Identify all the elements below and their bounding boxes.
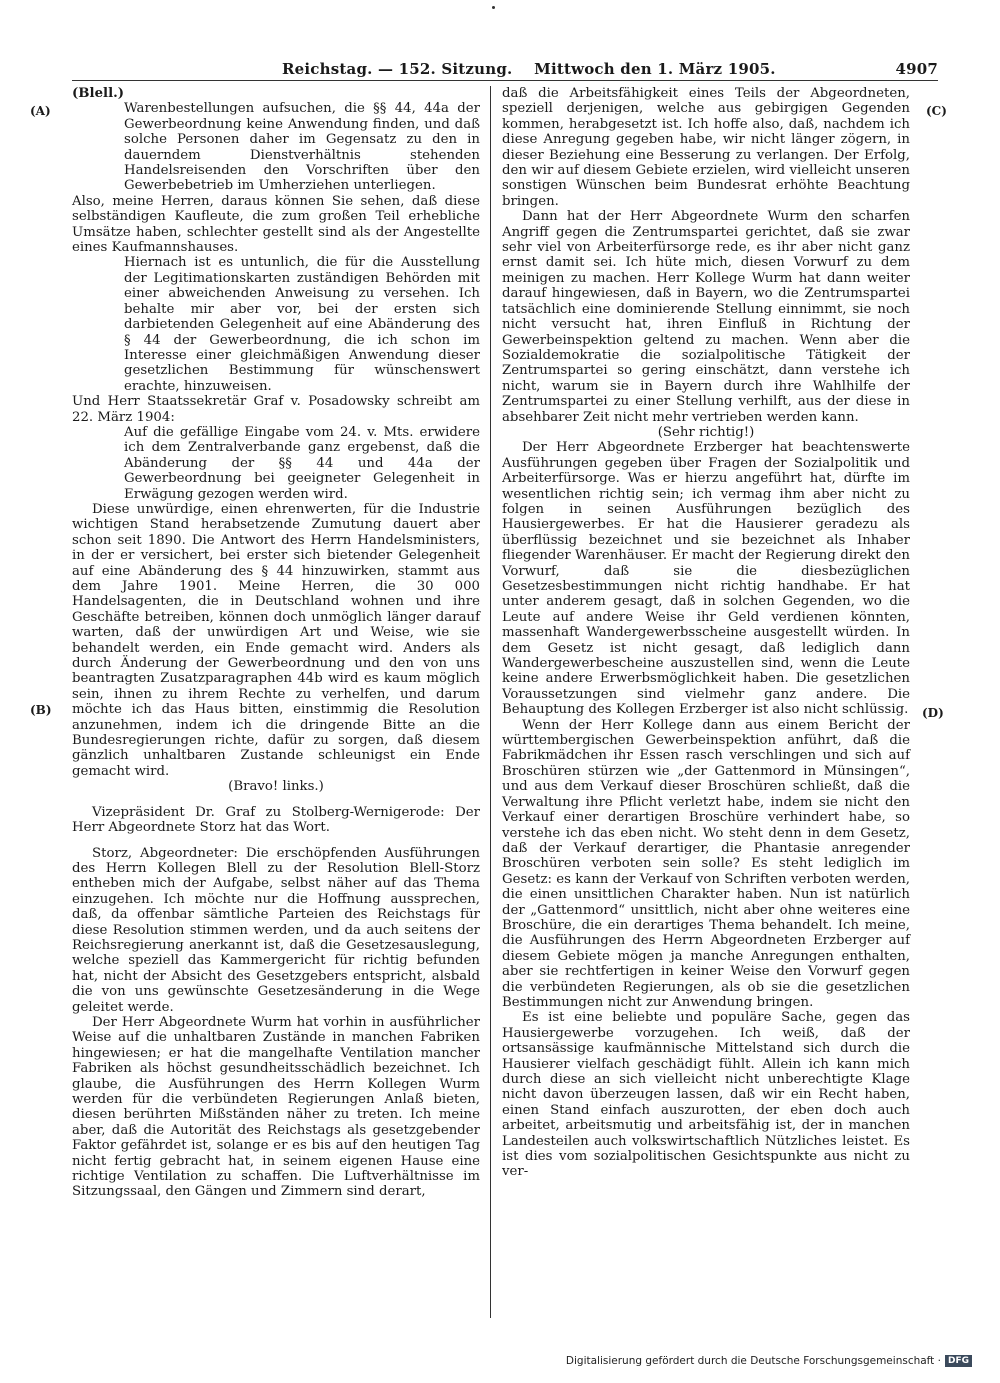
left-paragraph: (Bravo! links.) — [228, 779, 324, 795]
page-footer — [566, 1355, 972, 1367]
left-paragraph: Und Herr Staatssekretär Graf v. Posadowsky schreibt am 22. März 1904: — [72, 394, 480, 425]
left-paragraph: Storz, Abgeordneter: Die erschöpfenden Ausführungen des Herrn Kollegen Blell zu der Resolution Blell-Storz entheben mich der Aufgabe, selbst näher auf das Thema einzugehen. Ich möchte nur die Hoffnung aussprechen, daß, da offenbar sämtliche Parteien des Reichstags für diese Resolution stimmen werden, und da auch seitens der Reichsregierung anerkannt ist, daß die Gesetzesauslegung, welche speziell das Kammergericht für richtig befunden hat, nicht der Absicht des Gesetzgebers entspricht, alsbald die von uns gewünschte Gesetzesänderung in die Wege geleitet werde. — [72, 845, 480, 1015]
right-column — [502, 86, 910, 1180]
page-number: 4907 — [895, 60, 938, 78]
right-paragraph: Dann hat der Herr Abgeordnete Wurm den scharfen Angriff gegen die Zentrumspartei gerichtet, daß sie zwar sehr viel von Arbeiterfürsorge rede, es ihr aber nicht ganz ernst damit sei. Ich hüte mich, diesen Vorwurf zu dem meinigen zu machen. Herr Kollege Wurm hat dann weiter darauf hingewiesen, daß in Bayern, wo die Zentrumspartei tatsächlich eine dominierende Stellung einnimmt, sie noch nicht versucht hat, ihren Einfluß in Richtung der Gewerbeinspektion geltend zu machen. Wenn aber die Sozialdemokratie die sozialpolitische Tätigkeit der Zentrumspartei so gering einschätzt, dann verstehe ich nicht, warum sie in Bayern durch ihre Wahlhilfe der Zentrumspartei zu einer Stellung verhilft, aus der diese in absehbarer Zeit nicht mehr vertrieben werden kann. — [502, 209, 910, 425]
header-left: Reichstag. — 152. Sitzung. — [282, 60, 513, 78]
right-paragraph: Es ist eine beliebte und populäre Sache, gegen das Hausiergewerbe vorzugehen. Ich weiß, daß der ortsansässige kaufmännische Mittelstand sich durch die Hausierer vielfach geschädigt fühlt. Allein ich kann mich durch diese an sich vielleicht nicht unberechtigte Klage nicht davon überzeugen lassen, daß wir ein Recht haben, einen Stand einfach auszurotten, der eben doch auch arbeitet, arbeitsmutig und arbeitsfähig ist, der in manchen Landesteilen auch volkswirtschaftlich Nützliches leistet. Es ist dies vom sozialpolitischen Gesichtspunkte aus nicht zu ver- — [502, 1010, 910, 1180]
margin-label-a: (A) — [30, 104, 51, 118]
margin-label-c: (C) — [926, 104, 947, 118]
left-paragraph: Vizepräsident Dr. Graf zu Stolberg-Wernigerode: Der Herr Abgeordnete Storz hat das Wort. — [72, 804, 480, 836]
header-rule — [72, 80, 938, 81]
left-paragraph: Warenbestellungen aufsuchen, die §§ 44, 44a der Gewerbeordnung keine Anwendung finden, und daß solche Personen daher im Gegensatz zu den in dauerndem Dienstverhältnis stehenden Handelsreisenden den Vorschriften über den Gewerbebetrieb im Umherziehen unterliegen. — [124, 101, 480, 194]
left-paragraph: Auf die gefällige Eingabe vom 24. v. Mts. erwidere ich dem Zentralverbande ganz ergebenst, daß die Abänderung der §§ 44 und 44a der Gewerbeordnung bei geeigneter Gelegenheit in Erwägung gezogen werden wird. — [124, 424, 480, 502]
left-paragraph: Diese unwürdige, einen ehrenwerten, für die Industrie wichtigen Stand herabsetzende Zumutung dauert aber schon seit 1890. Die Antwort des Herrn Handelsministers, in der er versichert, bei erster sich bietender Gelegenheit auf eine Abänderung des § 44 hinzuwirken, stammt aus dem Jahre 1901. Meine Herren, die 30 000 Handelsagenten, die in Deutschland wohnen und ihre Geschäfte betreiben, können doch unmöglich länger darauf warten, daß der unwürdigen Art und Weise, wie sie behandelt werden, ein Ende gemacht wird. Anders als durch Änderung der Gewerbeordnung und den von uns beantragten Zusatzparagraphen 44b wird es kaum möglich sein, ihnen zu ihrem Rechte zu verhelfen, und darum möchte ich das Haus bitten, einstimmig die Resolution anzunehmen, indem ich die dringende Bitte an die Bundesregierungen richte, dafür zu sorgen, daß diesem gänzlich unhaltbaren Zustande schleunigst ein Ende gemacht wird. — [72, 501, 480, 779]
left-paragraph: Also, meine Herren, daraus können Sie sehen, daß diese selbständigen Kaufleute, die zum großen Teil erhebliche Umsätze haben, schlechter gestellt sind als der Angestellte eines Kaufmannshauses. — [72, 193, 480, 256]
page-mark — [492, 6, 495, 9]
column-divider — [490, 86, 491, 1318]
margin-label-d: (D) — [922, 706, 944, 720]
header-title — [282, 60, 776, 78]
left-paragraph: Der Herr Abgeordnete Wurm hat vorhin in ausführlicher Weise auf die unhaltbaren Zustände in manchen Fabriken hingewiesen; er hat die mangelhafte Ventilation mancher Fabriken als höchst gesundheitsschädlich bezeichnet. Ich glaube, die Ausführungen des Herrn Kollegen Wurm werden für die verbündeten Regierungen Anlaß bieten, diesen berührten Mißständen näher zu treten. Ich meine aber, daß die Autorität des Reichstags als gesetzgebender Faktor gefährdet ist, solange er es bis auf den heutigen Tag nicht fertig gebracht hat, in seinem eigenen Hause eine richtige Ventilation zu schaffen. Die Luftverhältnisse im Sitzungssaal, den Gängen und Zimmern sind derart, — [72, 1014, 480, 1200]
footer-credit: Digitalisierung gefördert durch die Deutsche Forschungsgemeinschaft · — [565, 1355, 941, 1367]
dfg-logo: DFG — [945, 1355, 972, 1367]
right-paragraph: (Sehr richtig!) — [657, 424, 755, 440]
left-column — [72, 86, 480, 1200]
left-paragraph: (Blell.) — [72, 86, 125, 101]
right-paragraph: daß die Arbeitsfähigkeit eines Teils der Abgeordneten, speziell derjenigen, welche aus gebirgigen Gegenden kommen, herabgesetzt ist. Ich hoffe also, daß, nachdem ich diese Anregung gegeben habe, wir nicht länger zögern, in dieser Beziehung eine Besserung zu verlangen. Der Erfolg, den wir auf diesem Gebiete erzielen, wird vielleicht unseren sonstigen Wünschen beim Bundesrat erhöhte Beachtung bringen. — [502, 86, 910, 209]
header-date: Mittwoch den 1. März 1905. — [534, 60, 776, 78]
right-paragraph: Der Herr Abgeordnete Erzberger hat beachtenswerte Ausführungen gegeben über Fragen der Sozialpolitik und Arbeiterfürsorge. Was er hierzu angeführt hat, dürfte im wesentlichen richtig sein; ich vermag ihm aber nicht zu folgen in seinen Ausführungen bezüglich des Hausiergewerbes. Er hat die Hausierer geradezu als überflüssig bezeichnet und sie bezeichnet als Inhaber fliegender Warenhäuser. Er macht der Regierung direkt den Vorwurf, daß sie die diesbezüglichen Gesetzesbestimmungen nicht richtig handhabe. Er hat unter anderem gesagt, daß in solchen Gegenden, wo die Leute auf andere Weise ihr Geld verdienen könnten, massenhaft Wandergewerbsscheine ausgestellt würden. In dem Gesetz ist nicht gesagt, daß lediglich dann Wandergewerbescheine auszustellen sind, wenn die Leute keine andere Erwerbsmöglichkeit haben. Die gesetzlichen Voraussetzungen sind vielmehr ganz andere. Die Behauptung des Kollegen Erzberger ist also nicht schlüssig. — [502, 440, 910, 718]
margin-label-b: (B) — [30, 703, 52, 717]
right-paragraph: Wenn der Herr Kollege dann aus einem Bericht der württembergischen Gewerbeinspektion anführt, daß die Fabrikmädchen ihr Essen rasch verschlingen und sich auf Broschüren stürzen wie „der Gattenmord in Münsingen“, und aus dem Verkauf dieser Broschüren schließt, daß die Verwaltung ihre Pflicht verletzt habe, indem sie nicht den Verkauf einer derartigen Broschüre verhindert habe, so verstehe ich das eben nicht. Wo steht denn in dem Gesetz, daß der Verkauf derartiger, die Phantasie anregender Broschüren verboten sein solle? Es steht lediglich im Gesetz: es kann der Verkauf von Schriften verboten werden, die einen unsittlichen Charakter haben. Nun ist natürlich der „Gattenmord“ unsittlich, nicht aber ohne weiteres eine Broschüre, die ein derartiges Thema behandelt. Ich meine, die Ausführungen des Herrn Abgeordneten Erzberger auf diesem Gebiete mögen ja manche Anregungen enthalten, aber sie rechtfertigen in keiner Weise den Vorwurf gegen die verbündeten Regierungen, als ob sie die gesetzlichen Bestimmungen nicht zur Anwendung bringen. — [502, 717, 910, 1010]
left-paragraph — [72, 836, 480, 846]
left-paragraph — [72, 795, 480, 805]
page-header — [72, 60, 960, 82]
left-paragraph: Hiernach ist es untunlich, die für die Ausstellung der Legitimationskarten zuständigen Behörden mit einer abweichenden Anweisung zu versehen. Ich behalte mir aber vor, bei der ersten sich darbietenden Gelegenheit auf eine Abänderung des § 44 der Gewerbeordnung, die ich schon im Interesse einer gleichmäßigen Anwendung dieser gesetzlichen Bestimmung für wünschenswert erachte, hinzuweisen. — [124, 255, 480, 394]
